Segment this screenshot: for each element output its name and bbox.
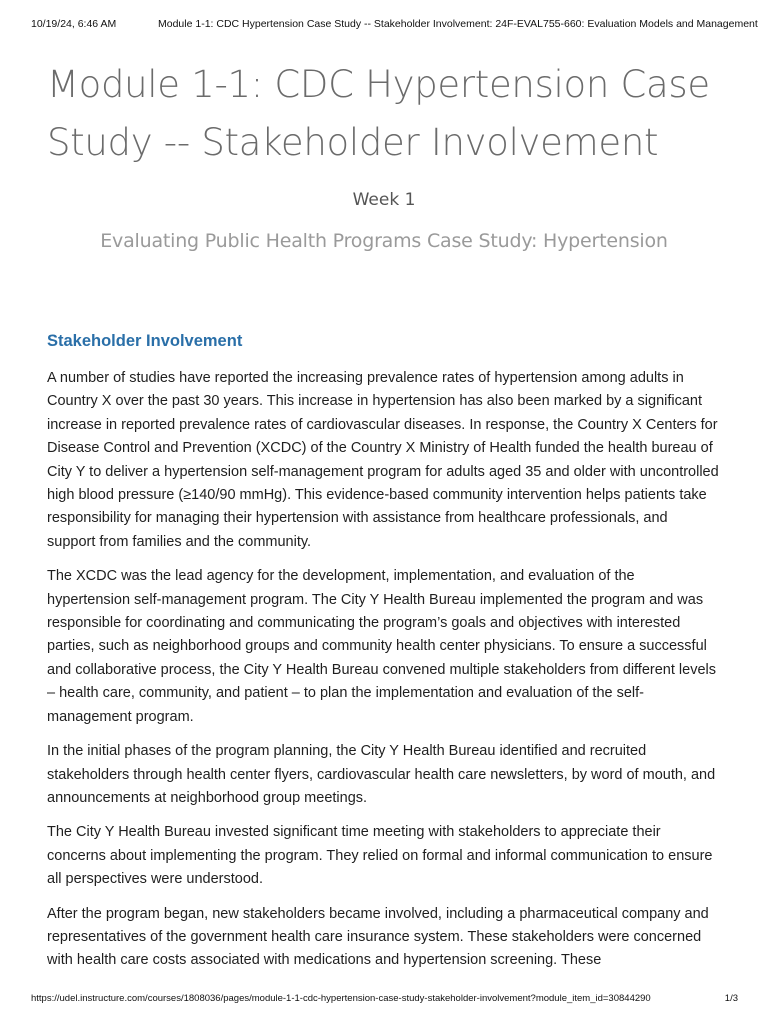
page-title: Module 1-1: CDC Hypertension Case Study -- Stakeholder Involvement xyxy=(47,63,710,164)
page-number: 1/3 xyxy=(724,993,738,1004)
print-datetime: 10/19/24, 6:46 AM xyxy=(31,18,117,30)
case-study-subtitle: Evaluating Public Health Programs Case Study: Hypertension xyxy=(100,230,668,252)
print-footer xyxy=(31,993,738,1007)
body-text xyxy=(47,367,719,984)
week-label: Week 1 xyxy=(352,190,416,210)
page-url: https://udel.instructure.com/courses/1808036/pages/module-1-1-cdc-hypertension-case-study-stakeholder-involvement?module_item_id=30844290 xyxy=(31,993,651,1004)
paragraph: After the program began, new stakeholders became involved, including a pharmaceutical company and representatives of the government health care insurance system. These stakeholders were concerned with health care costs associated with medications and hypertension screening. These xyxy=(47,905,709,969)
print-document-title: Module 1-1: CDC Hypertension Case Study -- Stakeholder Involvement: 24F-EVAL755-660: Evaluation Models and Management xyxy=(158,18,758,30)
paragraph: A number of studies have reported the increasing prevalence rates of hypertension among adults in Country X over the past 30 years. This increase in hypertension has also been marked by a significant increase in reported prevalence rates of cardiovascular diseases. In response, the Country X Centers for Disease Control and Prevention (XCDC) of the Country X Ministry of Health funded the health bureau of City Y to deliver a hypertension self-management program for adults aged 35 and older with uncontrolled high blood pressure (≥140/90 mmHg). This evidence-based community intervention helps patients take responsibility for managing their hypertension with assistance from healthcare professionals, and support from families and the community. xyxy=(47,370,719,550)
paragraph: In the initial phases of the program planning, the City Y Health Bureau identified and recruited stakeholders through health center flyers, cardiovascular health care newsletters, by word of mouth, and announcements at neighborhood group meetings. xyxy=(47,743,716,806)
section-heading: Stakeholder Involvement xyxy=(47,332,243,350)
paragraph: The City Y Health Bureau invested significant time meeting with stakeholders to appreciate their concerns about implementing the program. They relied on formal and informal communication to ensure all perspectives were understood. xyxy=(47,824,713,888)
paragraph: The XCDC was the lead agency for the development, implementation, and evaluation of the hypertension self-management program. The City Y Health Bureau implemented the program and was responsible for coordinating and communicating the program’s goals and objectives with interested parties, such as neighborhood groups and community health center physicians. To ensure a successful and collaborative process, the City Y Health Bureau convened multiple stakeholders from different levels – health care, community, and patient – to plan the implementation and evaluation of the self-management program. xyxy=(47,568,716,725)
print-header xyxy=(31,18,758,32)
